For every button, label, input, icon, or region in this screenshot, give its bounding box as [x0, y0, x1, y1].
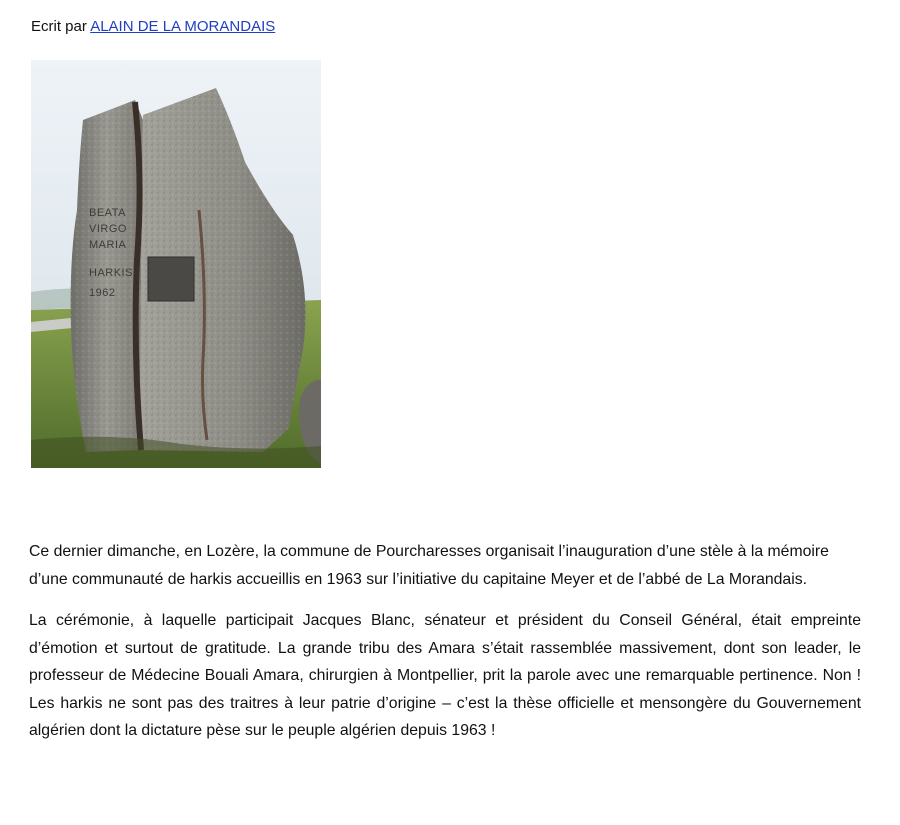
article-paragraph: Ce dernier dimanche, en Lozère, la commune de Pourcharesses organisait l’inauguration d’une stèle à la mémoire d’une communauté de harkis accueillis en 1963 sur l’initiative du capitaine Meyer et de l’abbé de La Morandais.: [29, 543, 829, 588]
stele-photo: [31, 60, 321, 468]
memorial-plaque: [148, 257, 194, 301]
byline-prefix: Ecrit par: [31, 18, 91, 35]
author-link[interactable]: ALAIN DE LA MORANDAIS: [90, 18, 276, 35]
inscription-line: BEATA: [89, 207, 126, 219]
inscription-line: HARKIS: [89, 267, 133, 279]
article-paragraph: La cérémonie, à laquelle participait Jacques Blanc, sénateur et président du Conseil Général, était empreinte d’émotion et surtout de gratitude. La grande tribu des Amara s’était rassemblée massivement, dont son leader, le professeur de Médecine Bouali Amara, chirurgien à Montpellier, prit la parole avec une remarquable pertinence. Non ! Les harkis ne sont pas des traitres à leur patrie d’origine – c’est la thèse officielle et mensongère du Gouvernement algérien dont la dictature pèse sur le peuple algérien depuis 1963 !: [29, 612, 861, 739]
inscription-line: MARIA: [89, 239, 127, 251]
article-body: [29, 538, 861, 745]
inscription-line: 1962: [89, 287, 116, 299]
byline: [31, 17, 275, 37]
inscription-line: VIRGO: [89, 223, 127, 235]
